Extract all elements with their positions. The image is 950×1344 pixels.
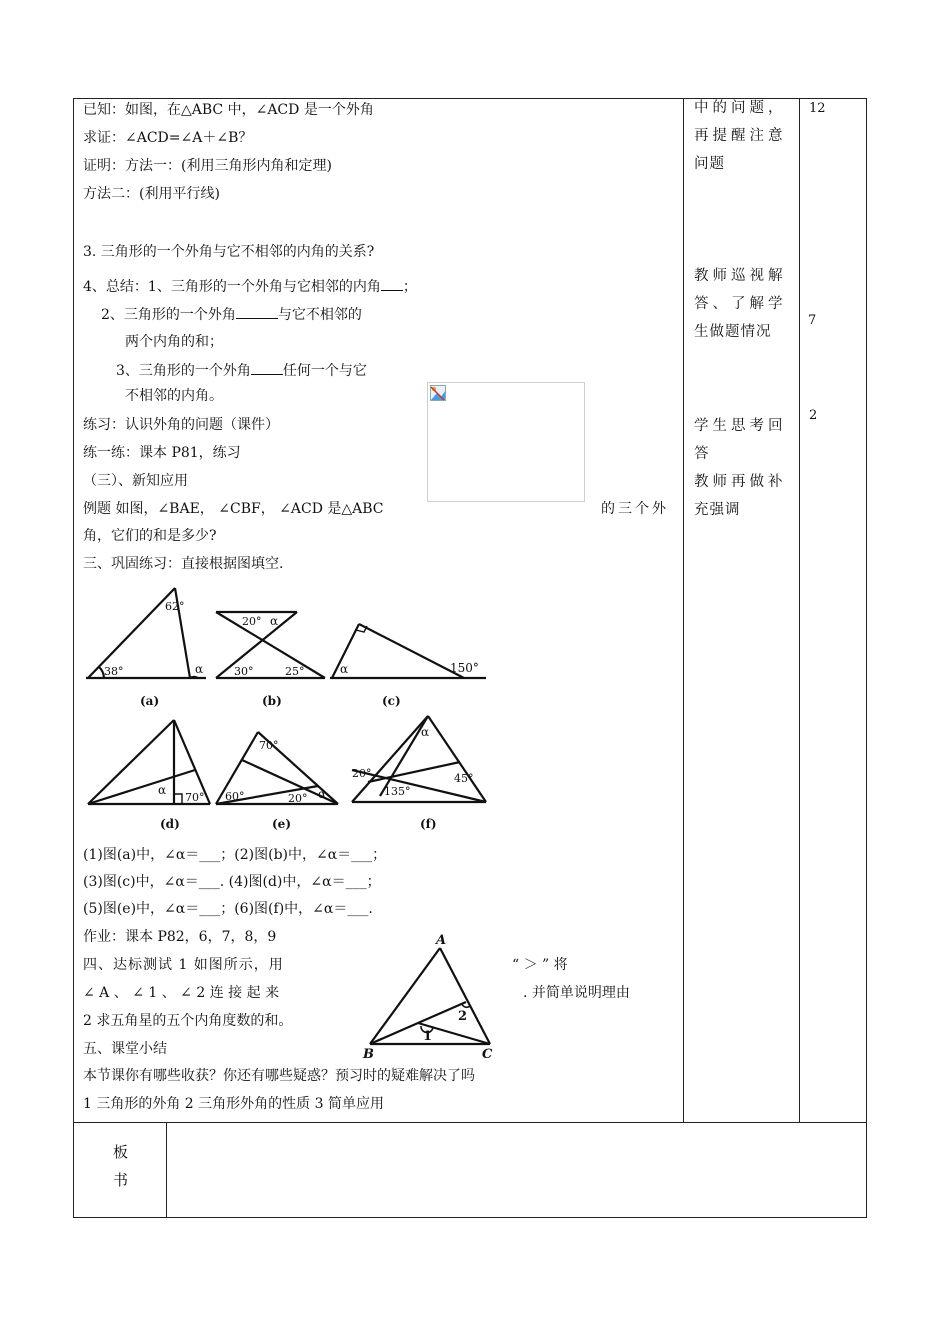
summary-2-cont: 两个内角的和； [125,334,223,350]
vertex-a-label: A [436,933,447,948]
teacher-note-3: 问题 [694,156,725,172]
vertex-b-label: B [363,1047,374,1060]
prove-text: 求证：∠ACD=∠A＋∠B？ [83,130,253,146]
angle-1-label: 1 [423,1029,433,1044]
figure-e-bottom-angle: 20° [288,792,308,805]
teacher-note-4: 教师巡视解 [694,268,787,284]
test-triangle-figure [360,930,500,1060]
figure-f-mid-angle: 135° [384,785,411,798]
summary-1 [83,276,417,297]
time-value-1: 12 [809,101,826,116]
figure-a-top-angle: 62° [165,600,185,613]
test-text-2: ∠ A 、 ∠ 1 、 ∠ 2 连 接 起 来 [83,985,280,1001]
summary-1-text: 4、总结：1、三角形的一个外角与它相邻的内角 [83,279,381,295]
teacher-note-5: 答、了解学 [694,296,787,312]
figure-b-caption: (b) [262,694,282,708]
figure-e-alpha: α [318,787,327,801]
teacher-note-9: 教师再做补 [694,474,787,490]
figure-f-left-angle: 20° [352,767,372,780]
broken-image-icon [430,385,446,401]
column-divider-2 [799,98,800,1123]
figure-d [88,720,210,831]
teacher-note-1: 中的问题， [694,100,787,116]
figure-f [352,716,486,831]
section-new-application: （三）、新知应用 [83,473,188,489]
section-consolidation: 三、巩固练习：直接根据图填空. [83,556,284,572]
figure-e-left-angle: 60° [225,790,245,803]
summary-3 [116,360,367,381]
blank-line [251,360,283,375]
summary-questions: 本节课你有哪些收获？你还有哪些疑惑？预习时的疑难解决了吗 [83,1068,475,1084]
example-text: 例题 如图，∠BAE， ∠CBF， ∠ACD 是△ABC [83,501,384,517]
question-line-2: (3)图(c)中，∠α＝___. (4)图(d)中，∠α＝___； [83,874,381,890]
figure-e [216,732,338,831]
figure-b-right-angle: 25° [285,665,305,678]
summary-3-cont: 不相邻的内角。 [125,388,223,404]
teacher-note-2: 再提醒注意 [694,128,787,144]
summary-1-end: ； [402,279,417,295]
figure-b [216,612,325,708]
question-3: 3. 三角形的一个外角与它不相邻的内角的关系? [83,244,375,260]
figure-f-right-angle: 45° [454,772,474,785]
figure-e-top-angle: 70° [259,739,279,752]
test-text-2-end: . 并简单说明理由 [523,985,630,1001]
teacher-note-8: 答 [694,446,713,462]
summary-2-text: 2、三角形的一个外角 [101,307,236,323]
figure-d-alpha: α [158,783,167,797]
row-divider [73,1122,867,1123]
summary-3-text: 3、三角形的一个外角 [116,363,251,379]
section-lesson-summary: 五、课堂小结 [83,1041,167,1057]
figure-e-caption: (e) [272,817,291,831]
board-label-divider [166,1122,167,1218]
vertex-c-label: C [482,1047,493,1060]
proof-method-one: 证明：方法一：(利用三角形内角和定理) [83,158,332,174]
homework-text: 作业：课本 P82，6，7，8，9 [83,929,277,945]
test-text-1: 四、达标测试 1 如图所示，用 [83,957,284,973]
summary-topics: 1 三角形的外角 2 三角形外角的性质 3 简单应用 [83,1096,384,1112]
question-line-3: (5)图(e)中，∠α＝___；(6)图(f)中，∠α＝___. [83,901,373,917]
exercise-text: 练习：认识外角的问题（课件） [83,417,279,433]
figure-c [330,624,486,708]
figure-c-caption: (c) [382,694,401,708]
board-label-char-2: 书 [113,1171,129,1189]
practice-text: 练一练：课本 P81，练习 [83,445,241,461]
figure-b-left-angle: 30° [234,665,254,678]
figure-d-caption: (d) [160,817,180,831]
figure-a-alpha: α [195,662,204,676]
teacher-note-7: 学生思考回 [694,418,787,434]
time-value-2: 7 [808,313,817,328]
test-text-1-end: “ ＞ ” 将 [512,957,568,973]
blank-line [236,304,278,319]
proof-method-two: 方法二：(利用平行线) [83,186,220,202]
figure-a [86,588,206,708]
figure-f-caption: (f) [420,817,437,831]
given-text: 已知：如图，在△ABC 中，∠ACD 是一个外角 [83,102,374,118]
figure-c-right-angle: 150° [450,661,479,675]
figure-f-alpha: α [421,725,430,739]
test-text-3: 2 求五角星的五个内角度数的和。 [83,1013,293,1029]
broken-image-placeholder [427,382,585,502]
figure-a-left-angle: 38° [104,665,124,678]
column-divider-1 [683,98,684,1123]
board-label-char-1: 板 [113,1143,129,1161]
practice-figures [82,582,492,832]
time-value-3: 2 [809,408,818,423]
teacher-note-6: 生做题情况 [694,324,772,340]
summary-2-end: 与它不相邻的 [277,307,362,323]
example-text-end: 的三个外 [601,501,669,517]
teacher-note-10: 充强调 [694,502,741,518]
figure-d-right-angle: 70° [185,791,205,804]
question-line-1: (1)图(a)中，∠α＝___；(2)图(b)中，∠α＝___； [83,847,387,863]
figure-c-alpha: α [340,662,349,676]
angle-2-label: 2 [458,1009,468,1024]
figure-b-alpha: α [270,614,279,628]
summary-2 [101,304,362,325]
blank-line [381,276,403,291]
example-text-cont: 角，它们的和是多少? [83,528,217,544]
figure-b-top-angle: 20° [242,615,262,628]
summary-3-end: 任何一个与它 [282,363,367,379]
figure-a-caption: (a) [140,694,160,708]
